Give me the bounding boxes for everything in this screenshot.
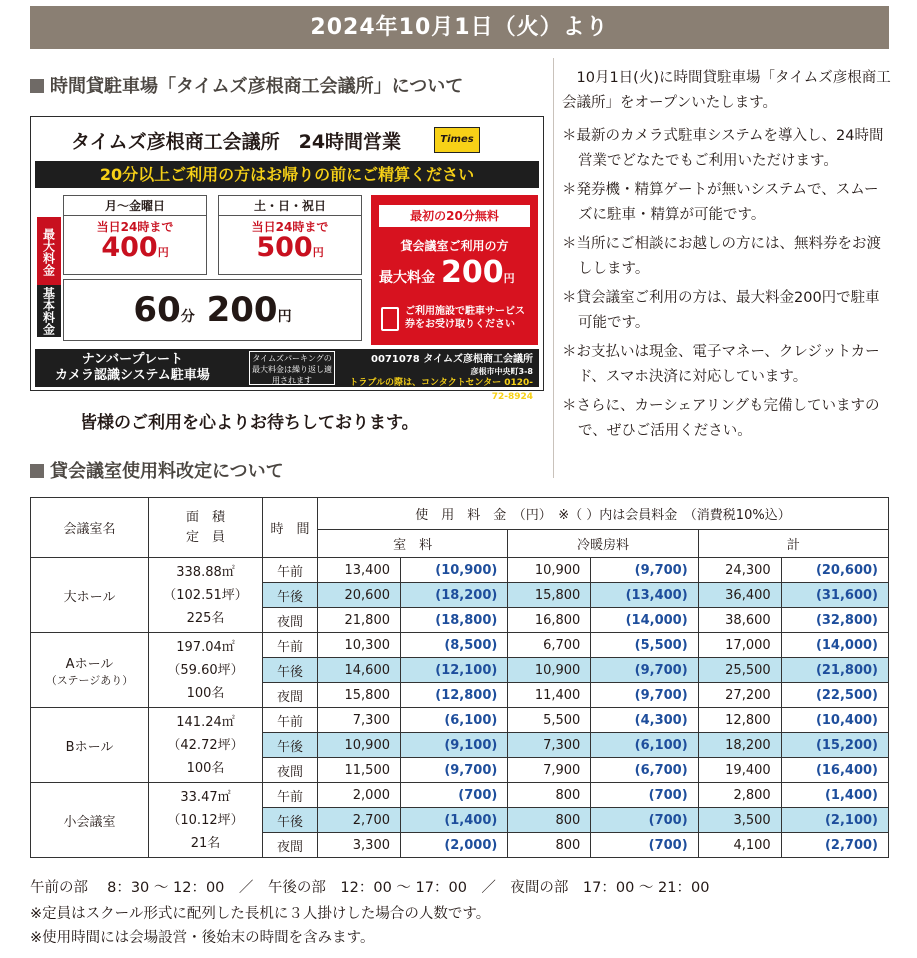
room-tsubo: （102.51坪） xyxy=(163,587,248,603)
time-slots-note: 午前の部 8：30 ～ 12：00 ／ 午後の部 12：00 ～ 17：00 ／ 夜間の部 17：00 ～ 21：00 xyxy=(30,880,710,896)
area-cell xyxy=(149,558,263,633)
col-room-name: 会議室名 xyxy=(31,498,149,558)
member-fee-cell: (2,100) xyxy=(781,808,888,833)
fee-cell: 11,500 xyxy=(318,758,401,783)
fee-cell: 7,300 xyxy=(318,708,401,733)
col-ac-fee: 冷暖房料 xyxy=(508,530,698,558)
square-bullet-icon xyxy=(30,79,44,93)
table-row xyxy=(31,633,889,658)
member-fee-cell: (700) xyxy=(591,808,698,833)
room-name: Aホール xyxy=(65,656,114,672)
fee-cell: 36,400 xyxy=(698,583,781,608)
member-fee-cell: (16,400) xyxy=(781,758,888,783)
time-slot-cell: 午前 xyxy=(263,558,318,583)
fee-cell: 2,000 xyxy=(318,783,401,808)
fee-cell: 3,300 xyxy=(318,833,401,858)
time-slot-cell: 午後 xyxy=(263,808,318,833)
member-fee-cell: (22,500) xyxy=(781,683,888,708)
weekday-cond: 当日24時まで xyxy=(96,220,174,234)
feature-item: ＊発券機・精算ゲートが無いシステムで、スムーズに駐車・精算が可能です。 xyxy=(562,182,879,223)
base-fee-label: 基本料金 xyxy=(37,285,61,337)
section-title-rooms xyxy=(30,457,284,483)
room-name: 大ホール xyxy=(63,589,116,605)
member-fee-cell: (12,100) xyxy=(401,658,508,683)
member-fee-cell: (14,000) xyxy=(781,633,888,658)
room-name-cell xyxy=(31,708,149,783)
member-fee-cell: (5,500) xyxy=(591,633,698,658)
feature-list xyxy=(562,124,892,448)
member-fee-cell: (13,400) xyxy=(591,583,698,608)
parking-contact xyxy=(341,353,533,404)
room-name-cell xyxy=(31,783,149,858)
member-fee-cell: (9,700) xyxy=(401,758,508,783)
area-cell xyxy=(149,783,263,858)
col-area-capacity: 面 積 定 員 xyxy=(149,498,263,558)
member-fee-cell: (700) xyxy=(591,783,698,808)
room-max-yen: 円 xyxy=(503,272,515,285)
feature-item: ＊お支払いは現金、電子マネー、クレジットカード、スマホ決済に対応しています。 xyxy=(562,344,880,385)
time-slot-cell: 午前 xyxy=(263,708,318,733)
time-slot-cell: 夜間 xyxy=(263,608,318,633)
room-area: 197.04㎡ xyxy=(176,639,235,655)
room-rate-table xyxy=(30,497,889,858)
parking-id-name: 0071078 タイムズ彦根商工会議所 xyxy=(371,354,533,365)
member-fee-cell: (12,800) xyxy=(401,683,508,708)
room-users-label: 貸会議室ご利用の方 xyxy=(400,239,509,253)
time-slot-cell: 夜間 xyxy=(263,683,318,708)
member-fee-cell: (15,200) xyxy=(781,733,888,758)
member-fee-cell: (6,100) xyxy=(591,733,698,758)
capacity-note: ※定員はスクール形式に配列した長机に３人掛けした場合の人数です。 xyxy=(30,906,491,922)
fee-cell: 5,500 xyxy=(508,708,591,733)
col-total: 計 xyxy=(698,530,888,558)
parking-sign xyxy=(30,116,544,402)
fee-cell: 800 xyxy=(508,808,591,833)
max-fee-repeat-note: タイムズパーキングの最大料金は繰り返し適用されます xyxy=(249,351,335,385)
member-fee-cell: (10,900) xyxy=(401,558,508,583)
member-fee-cell: (10,400) xyxy=(781,708,888,733)
weekday-yen: 円 xyxy=(157,246,169,259)
fee-cell: 4,100 xyxy=(698,833,781,858)
weekday-price xyxy=(64,232,206,263)
member-fee-cell: (700) xyxy=(401,783,508,808)
room-max-fee xyxy=(379,255,515,290)
room-tsubo: （10.12坪） xyxy=(167,812,244,828)
time-slot-cell: 夜間 xyxy=(263,758,318,783)
time-slot-cell: 午後 xyxy=(263,583,318,608)
fee-cell: 21,800 xyxy=(318,608,401,633)
weekday-head: 月～金曜日 xyxy=(64,196,206,216)
fee-cell: 800 xyxy=(508,783,591,808)
fee-cell: 3,500 xyxy=(698,808,781,833)
area-cell xyxy=(149,633,263,708)
member-fee-cell: (14,000) xyxy=(591,608,698,633)
member-fee-cell: (18,200) xyxy=(401,583,508,608)
free-20min-note: 最初の20分無料 xyxy=(379,205,530,227)
fee-cell: 15,800 xyxy=(318,683,401,708)
fee-cell: 16,800 xyxy=(508,608,591,633)
member-fee-cell: (6,700) xyxy=(591,758,698,783)
date-banner: 2024年10月1日（火）より xyxy=(30,6,889,49)
max-fee-label: 最大料金 xyxy=(37,217,61,287)
fee-cell: 10,300 xyxy=(318,633,401,658)
meeting-room-panel xyxy=(371,195,538,345)
feature-item: ＊さらに、カーシェアリングも完備していますので、ぜひご活用ください。 xyxy=(562,398,880,439)
fee-cell: 10,900 xyxy=(318,733,401,758)
fee-cell: 10,900 xyxy=(508,558,591,583)
section-title-parking xyxy=(30,72,463,98)
member-fee-cell: (9,700) xyxy=(591,658,698,683)
member-fee-cell: (32,800) xyxy=(781,608,888,633)
time-slot-cell: 午後 xyxy=(263,733,318,758)
base-unit: 分 xyxy=(180,309,195,325)
col-fee-header: 使 用 料 金 （円） ※（ ）内は会員料金 （消費税10%込） xyxy=(318,498,889,530)
member-fee-cell: (20,600) xyxy=(781,558,888,583)
room-name: Bホール xyxy=(65,739,114,755)
fee-cell: 24,300 xyxy=(698,558,781,583)
member-fee-cell: (2,000) xyxy=(401,833,508,858)
fee-cell: 11,400 xyxy=(508,683,591,708)
fee-cell: 20,600 xyxy=(318,583,401,608)
section-title-parking-text: 時間貸駐車場「タイムズ彦根商工会議所」について xyxy=(50,76,464,97)
weekend-cond: 当日24時まで xyxy=(251,220,329,234)
weekend-head: 土・日・祝日 xyxy=(219,196,361,216)
fee-cell: 25,500 xyxy=(698,658,781,683)
feature-item: ＊貸会議室ご利用の方は、最大料金200円で駐車可能です。 xyxy=(562,290,880,331)
weekend-price-box xyxy=(218,195,362,275)
room-cap: 100名 xyxy=(186,760,225,776)
member-fee-cell: (18,800) xyxy=(401,608,508,633)
camera-system-label: ナンバープレート カメラ認識システム駐車場 xyxy=(55,352,210,383)
parking-address: 彦根市中央町3-8 xyxy=(470,367,533,376)
weekday-price-value: 400 xyxy=(101,232,158,263)
room-cap: 100名 xyxy=(186,685,225,701)
member-fee-cell: (1,400) xyxy=(781,783,888,808)
fee-cell: 7,900 xyxy=(508,758,591,783)
base-price: 200 xyxy=(206,290,278,330)
base-minutes: 60 xyxy=(133,290,181,330)
column-divider xyxy=(553,58,554,478)
member-fee-cell: (6,100) xyxy=(401,708,508,733)
fee-cell: 19,400 xyxy=(698,758,781,783)
room-area: 141.24㎡ xyxy=(176,714,235,730)
room-name-cell xyxy=(31,633,149,708)
weekend-yen: 円 xyxy=(312,246,324,259)
welcome-message: 皆様のご利用を心よりお待ちしております。 xyxy=(80,413,419,433)
sign-title: タイムズ彦根商工会議所 24時間営業 xyxy=(71,131,402,153)
fee-cell: 18,200 xyxy=(698,733,781,758)
fee-cell: 14,600 xyxy=(318,658,401,683)
table-row xyxy=(31,708,889,733)
time-slot-cell: 午前 xyxy=(263,633,318,658)
time-slot-cell: 午後 xyxy=(263,658,318,683)
member-fee-cell: (2,700) xyxy=(781,833,888,858)
fee-cell: 12,800 xyxy=(698,708,781,733)
room-name: 小会議室 xyxy=(63,814,116,830)
rate-table-body xyxy=(31,558,889,858)
member-fee-cell: (700) xyxy=(591,833,698,858)
fee-cell: 13,400 xyxy=(318,558,401,583)
col-room-fee: 室 料 xyxy=(318,530,508,558)
feature-item: ＊最新のカメラ式駐車システムを導入し、24時間営業でどなたでもご利用いただけます。 xyxy=(562,128,884,169)
ticket-icon xyxy=(381,307,399,331)
member-fee-cell: (1,400) xyxy=(401,808,508,833)
fee-cell: 38,600 xyxy=(698,608,781,633)
section-title-rooms-text: 貸会議室使用料改定について xyxy=(50,461,284,482)
base-price-box xyxy=(63,279,362,341)
member-fee-cell: (9,700) xyxy=(591,558,698,583)
weekend-price xyxy=(219,232,361,263)
weekend-price-value: 500 xyxy=(256,232,313,263)
sign-stripe: 20分以上ご利用の方はお帰りの前にご精算ください xyxy=(35,161,539,188)
time-slot-cell: 夜間 xyxy=(263,833,318,858)
room-max-label: 最大料金 xyxy=(379,270,435,286)
weekday-price-box xyxy=(63,195,207,275)
room-area: 338.88㎡ xyxy=(176,564,235,580)
room-area: 33.47㎡ xyxy=(180,789,231,805)
member-fee-cell: (9,700) xyxy=(591,683,698,708)
member-fee-cell: (4,300) xyxy=(591,708,698,733)
square-bullet-icon xyxy=(30,464,44,478)
col-time: 時 間 xyxy=(263,498,318,558)
table-row xyxy=(31,783,889,808)
fee-cell: 2,800 xyxy=(698,783,781,808)
fee-cell: 17,000 xyxy=(698,633,781,658)
room-subtitle: （ステージあり） xyxy=(45,673,134,687)
room-tsubo: （59.60坪） xyxy=(167,662,244,678)
table-row xyxy=(31,558,889,583)
usage-time-note: ※使用時間には会場設営・後始末の時間を含みます。 xyxy=(30,930,375,946)
fee-cell: 800 xyxy=(508,833,591,858)
service-ticket-note: ご利用施設で駐車サービス券をお受け取りください xyxy=(405,306,525,330)
member-fee-cell: (31,600) xyxy=(781,583,888,608)
member-fee-cell: (9,100) xyxy=(401,733,508,758)
room-tsubo: （42.72坪） xyxy=(167,737,244,753)
room-cap: 225名 xyxy=(186,610,225,626)
fee-cell: 27,200 xyxy=(698,683,781,708)
member-fee-cell: (8,500) xyxy=(401,633,508,658)
member-fee-cell: (21,800) xyxy=(781,658,888,683)
fee-cell: 6,700 xyxy=(508,633,591,658)
room-name-cell xyxy=(31,558,149,633)
contact-center: トラブルの際は、コンタクトセンター 0120-72-8924 xyxy=(349,378,533,402)
time-slot-cell: 午前 xyxy=(263,783,318,808)
intro-text: 10月1日(火)に時間貸駐車場「タイムズ彦根商工会議所」をオープンいたします。 xyxy=(562,70,891,111)
fee-cell: 10,900 xyxy=(508,658,591,683)
room-cap: 21名 xyxy=(190,835,221,851)
room-max-price: 200 xyxy=(441,255,504,290)
base-yen: 円 xyxy=(277,309,292,325)
fee-cell: 7,300 xyxy=(508,733,591,758)
sign-bottom-bar xyxy=(35,349,539,402)
area-cell xyxy=(149,708,263,783)
fee-cell: 15,800 xyxy=(508,583,591,608)
feature-item: ＊当所にご相談にお越しの方には、無料券をお渡しします。 xyxy=(562,236,881,277)
times-logo: Times xyxy=(434,127,480,153)
fee-cell: 2,700 xyxy=(318,808,401,833)
